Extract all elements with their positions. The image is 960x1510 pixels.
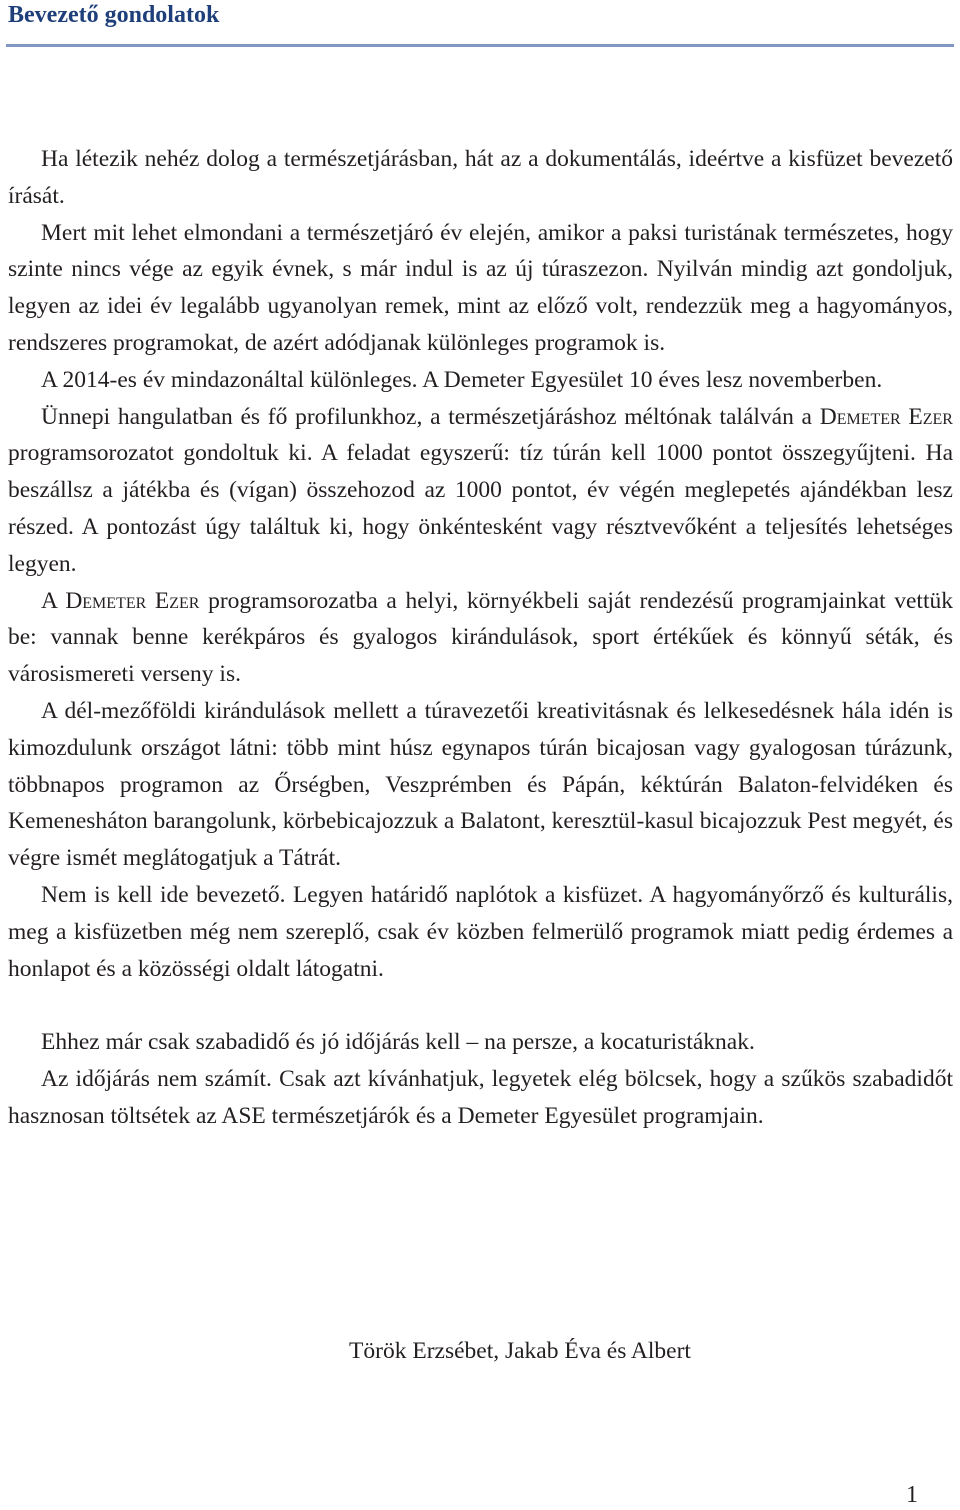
paragraph-text: programsorozatba a helyi, környékbeli saját rendezésű programjainkat vettük be: vannak benne kerékpáros és gyalogos kirándulások, sport értékűek és könnyű séták, és városismereti verseny is.	[8, 587, 953, 688]
paragraph-intro: Ha létezik nehéz dolog a természetjárásban, hát az a dokumentálás, ideértve a kisfüzet bevezető írását.	[8, 146, 953, 209]
page-number: 1	[906, 1482, 918, 1508]
paragraph-wishes: Az időjárás nem számít. Csak azt kívánhatjuk, legyetek elég bölcsek, hogy a szűkös szabadidőt hasznosan töltsétek az ASE természetjárók és a Demeter Egyesület programjain.	[8, 1065, 953, 1129]
paragraph-text: A	[41, 587, 66, 614]
page-title: Bevezető gondolatok	[8, 2, 220, 28]
heading-divider	[6, 44, 954, 47]
paragraph-text: programsorozatot gondoltuk ki. A feladat egyszerű: tíz túrán kell 1000 pontot összegyűjteni. Ha beszállsz a játékba és (vígan) összehozod az 1000 pontot, év végén meglepetés ajándékban lesz részed. A pontozást úgy találtuk ki, hogy önkéntesként vagy résztvevőként a teljesítés lehetséges legyen.	[8, 440, 953, 577]
paragraph-weather: Ehhez már csak szabadidő és jó időjárás kell – na persze, a kocaturistáknak.	[41, 1029, 755, 1056]
program-name: Demeter Ezer	[819, 403, 953, 430]
program-name: Demeter Ezer	[65, 587, 200, 614]
body-text	[8, 141, 953, 1135]
signature: Török Erzsébet, Jakab Éva és Albert	[349, 1338, 691, 1364]
paragraph-spacer	[8, 987, 953, 1024]
paragraph-diary: Nem is kell ide bevezető. Legyen határidő naplótok a kisfüzet. A hagyományőrző és kulturális, meg a kisfüzetben még nem szereplő, csak év közben felmerülő programok miatt pedig érdemes a honlapot és a közösségi oldalt látogatni.	[8, 881, 953, 982]
paragraph-text: Ünnepi hangulatban és fő profilunkhoz, a természetjáráshoz méltónak találván a	[41, 403, 820, 430]
paragraph-excursions: A dél-mezőföldi kirándulások mellett a túravezetői kreativitásnak és lelkesedésnek hála idén is kimozdulunk országot látni: több mint húsz egynapos túrán bicajosan vagy gyalogosan túrázunk, többnapos programon az Őrségben, Veszprémben és Pápán, kéktúrán Balaton-felvidéken és Kemenesháton barangolunk, körbebicajozzuk a Balatont, keresztül-kasul bicajozzuk Pest megyét, és végre ismét meglátogatjuk a Tátrát.	[8, 697, 953, 872]
paragraph-season: Mert mit lehet elmondani a természetjáró év elején, amikor a paksi turistának természetes, hogy szinte nincs vége az egyik évnek, s már indul is az új túraszezon. Nyilván mindig azt gondoljuk, legyen az idei év legalább ugyanolyan remek, mint az előző volt, rendezzük meg a hagyományos, rendszeres programokat, de azért adódjanak különleges programok is.	[8, 219, 953, 356]
paragraph-program-series	[8, 583, 953, 693]
paragraph-anniversary: A 2014-es év mindazonáltal különleges. A Demeter Egyesület 10 éves lesz novemberben.	[41, 366, 883, 393]
paragraph-demeter-ezer	[8, 399, 953, 583]
